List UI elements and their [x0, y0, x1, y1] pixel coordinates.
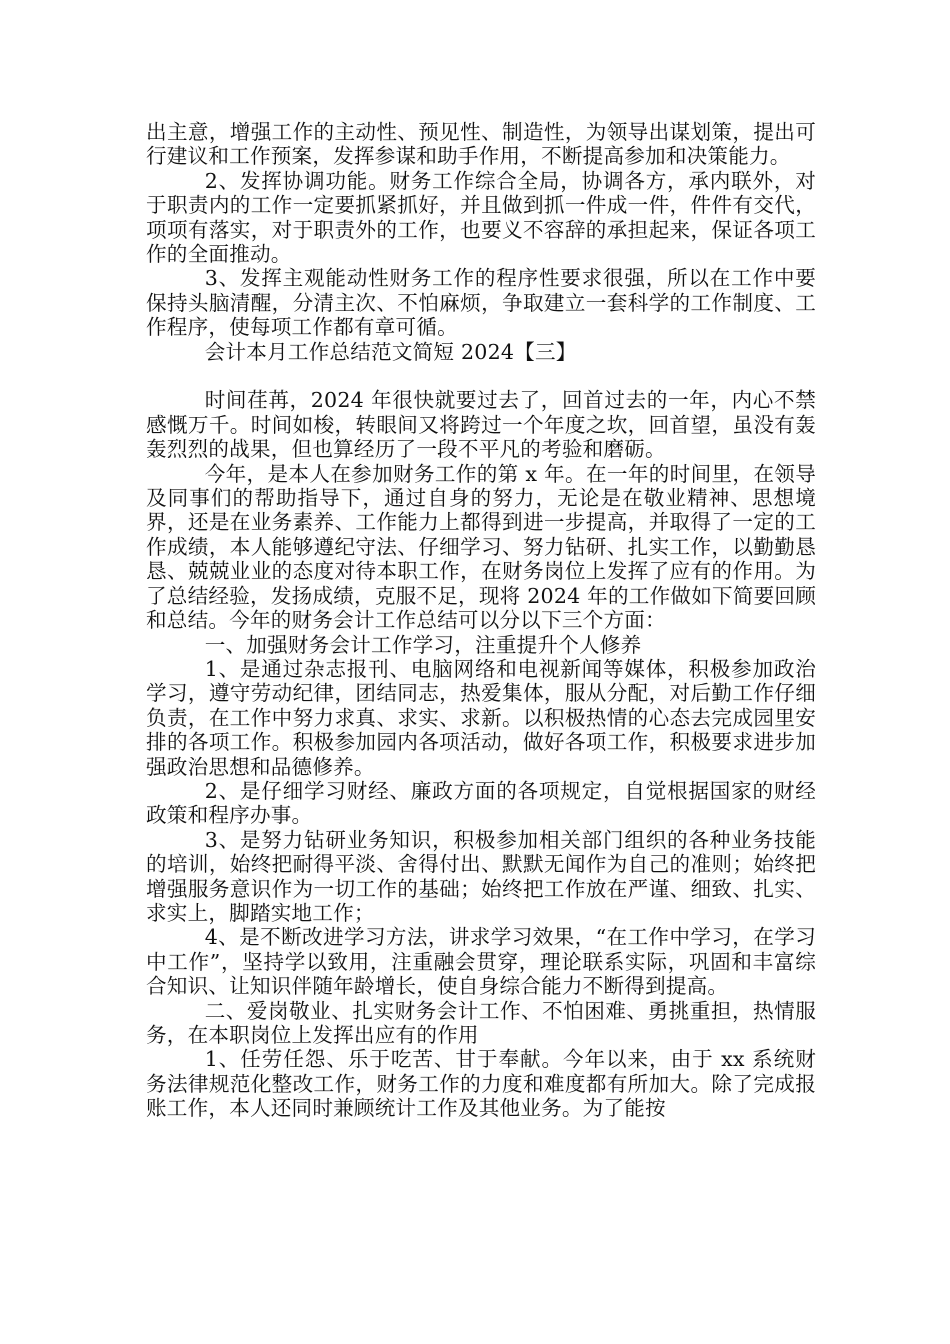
paragraph-study-2: 2、是仔细学习财经、廉政方面的各项规定，自觉根据国家的财经政策和程序办事。 [146, 778, 816, 828]
blank-line [146, 364, 816, 388]
paragraph-study-4: 4、是不断改进学习方法，讲求学习效果，“在工作中学习，在学习中工作”，坚持学以致用，注重融会贯穿，理论联系实际，巩固和丰富综合知识、让知识伴随年龄增长，使自身综合能力不断得到提高。 [146, 925, 816, 999]
paragraph-study-3: 3、是努力钻研业务知识，积极参加相关部门组织的各种业务技能的培训，始终把耐得平淡、舍得付出、默默无闻作为自己的准则；始终把增强服务意识作为一切工作的基础；始终把工作放在严谨、细致、扎实、求实上，脚踏实地工作； [146, 827, 816, 925]
paragraph-initiative: 3、发挥主观能动性财务工作的程序性要求很强，所以在工作中要保持头脑清醒，分清主次、不怕麻烦，争取建立一套科学的工作制度、工作程序，使每项工作都有章可循。 [146, 266, 816, 340]
paragraph-coordination: 2、发挥协调功能。财务工作综合全局，协调各方，承内联外，对于职责内的工作一定要抓紧抓好，并且做到抓一件成一件，件件有交代，项项有落实，对于职责外的工作，也要义不容辞的承担起来，保证各项工作的全面推动。 [146, 168, 816, 267]
paragraph-intro: 时间荏苒，2024 年很快就要过去了，回首过去的一年，内心不禁感慨万千。时间如梭，转眼间又将跨过一个年度之坎，回首望，虽没有轰轰烈烈的战果，但也算经历了一段不平凡的考验和磨砺。 [146, 388, 816, 462]
paragraph-dedication-1: 1、任劳任怨、乐于吃苦、甘于奉献。今年以来，由于 xx 系统财务法律规范化整改工作，财务工作的力度和难度都有所加大。除了完成报账工作，本人还同时兼顾统计工作及其他业务。为了能按 [146, 1047, 816, 1121]
paragraph-overview: 今年，是本人在参加财务工作的第 x 年。在一年的时间里，在领导及同事们的帮助指导下，通过自身的努力，无论是在敬业精神、思想境界，还是在业务素养、工作能力上都得到进一步提高，并取得了一定的工作成绩，本人能够遵纪守法、仔细学习、努力钻研、扎实工作，以勤勤恳恳、兢兢业业的态度对待本职工作，在财务岗位上发挥了应有的作用。为了总结经验，发扬成绩，克服不足，现将 2024 年的工作做如下简要回顾和总结。今年的财务会计工作总结可以分以下三个方面： [146, 461, 816, 633]
section-heading: 会计本月工作总结范文简短 2024【三】 [204, 339, 577, 364]
paragraph-continuation: 出主意，增强工作的主动性、预见性、制造性，为领导出谋划策，提出可行建议和工作预案，发挥参谋和助手作用，不断提高参加和决策能力。 [146, 120, 816, 169]
subheading-dedication: 二、爱岗敬业、扎实财务会计工作、不怕困难、勇挑重担，热情服务，在本职岗位上发挥出应有的作用 [146, 998, 816, 1048]
document-body [146, 120, 816, 1121]
paragraph-study-1: 1、是通过杂志报刊、电脑网络和电视新闻等媒体，积极参加政治学习，遵守劳动纪律，团结同志，热爱集体，服从分配，对后勤工作仔细负责，在工作中努力求真、求实、求新。以积极热情的心态去完成园里安排的各项工作。积极参加园内各项活动，做好各项工作，积极要求进步加强政治思想和品德修养。 [146, 656, 816, 779]
subheading-study: 一、加强财务会计工作学习，注重提升个人修养 [204, 632, 642, 657]
